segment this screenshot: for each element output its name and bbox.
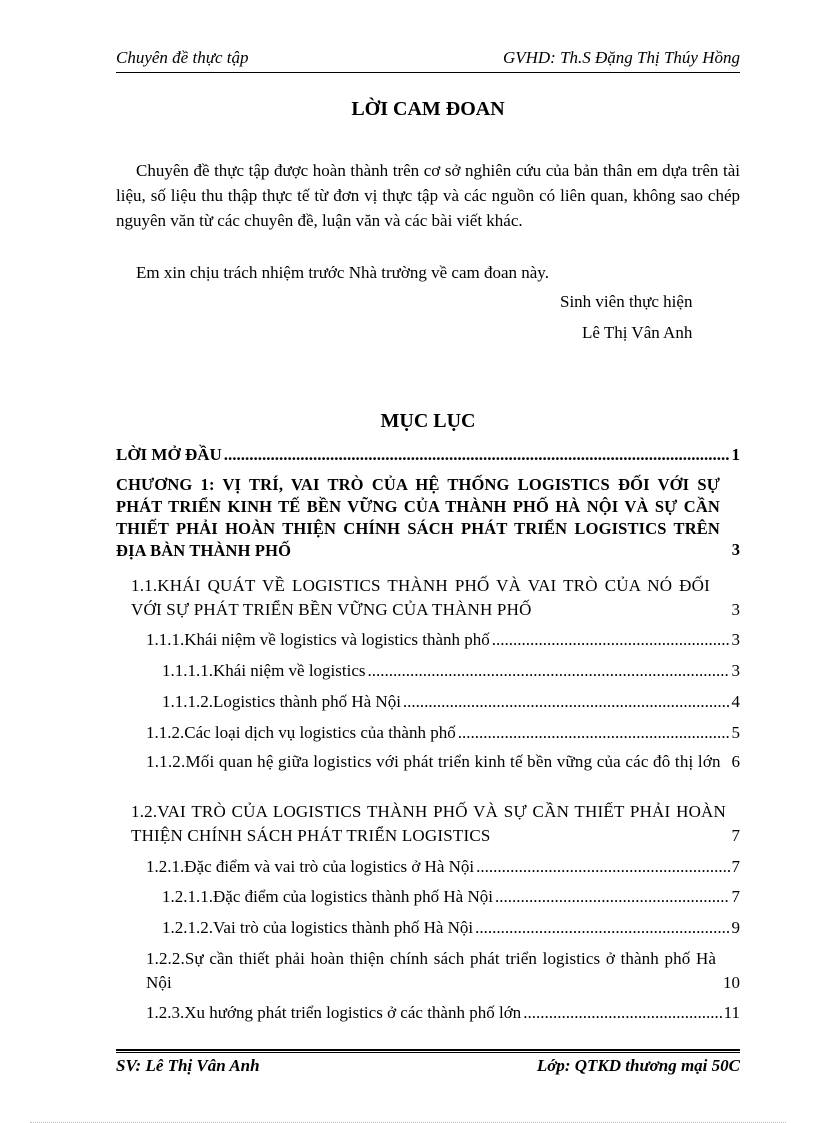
toc-entry-page: 10 xyxy=(723,973,740,992)
toc-entry-text: CHƯƠNG 1: VỊ TRÍ, VAI TRÒ CỦA HỆ THỐNG LOGISTICS ĐỐI VỚI SỰ PHÁT TRIỂN KINH TẾ BỀN VỮNG CỦA THÀNH PHỐ HÀ NỘI VÀ SỰ CẦN THIẾT PHẢI HOÀN THIỆN CHÍNH SÁCH PHÁT TRIỂN LOGISTICS TRÊN ĐỊA BÀN THÀNH PHỐ xyxy=(116,475,720,560)
toc-entry-page: 6 xyxy=(731,752,740,771)
signer-name: Lê Thị Vân Anh xyxy=(582,323,693,342)
toc-entry-page: 9 xyxy=(731,918,740,937)
toc-entry-text: 1.2.1.Đặc điểm và vai trò của logistics ở Hà Nội xyxy=(146,857,475,876)
toc-entry[interactable] xyxy=(162,885,740,909)
toc-entry[interactable] xyxy=(131,574,740,622)
footer-right: Lớp: QTKD thương mại 50C xyxy=(536,1056,740,1075)
page-footer xyxy=(116,1056,740,1076)
toc-entry-text: 1.2.3.Xu hướng phát triển logistics ở các thành phố lớn xyxy=(146,1003,522,1022)
toc-entry-text: LỜI MỞ ĐẦU xyxy=(116,445,222,464)
toc-entry-page: 3 xyxy=(731,661,740,680)
toc-entry-page: 7 xyxy=(731,887,740,906)
toc-entry[interactable] xyxy=(146,628,740,652)
toc-entry[interactable] xyxy=(162,659,740,683)
toc-entry[interactable] xyxy=(162,690,740,714)
page-header xyxy=(116,48,740,68)
toc-leader xyxy=(476,855,729,879)
toc-entry-text: 1.1.2.Mối quan hệ giữa logistics với phát triển kinh tế bền vững của các đô thị lớn xyxy=(146,752,721,771)
footer-rule xyxy=(116,1049,740,1051)
header-left: Chuyên đề thực tập xyxy=(116,48,249,67)
toc-entry-page: 7 xyxy=(731,857,740,876)
toc-entry-page: 3 xyxy=(731,630,740,649)
toc-leader xyxy=(492,628,730,652)
declaration-paragraph-1: Chuyên đề thực tập được hoàn thành trên cơ sở nghiên cứu của bản thân em dựa trên tài liệu, số liệu thu thập thực tế từ đơn vị thực tập và các nguồn có liên quan, không sao chép nguyên văn từ các chuyên đề, luận văn và các bài viết khác. xyxy=(116,161,740,230)
toc-entry-text: 1.1.2.Các loại dịch vụ logistics của thành phố xyxy=(146,723,456,742)
toc-entry-page: 3 xyxy=(731,600,740,619)
toc-entry-text: 1.2.1.1.Đặc điểm của logistics thành phố Hà Nội xyxy=(162,887,493,906)
toc-leader xyxy=(224,443,730,467)
toc-entry-text: 1.1.KHÁI QUÁT VỀ LOGISTICS THÀNH PHỐ VÀ VAI TRÒ CỦA NÓ ĐỐI VỚI SỰ PHÁT TRIỂN BỀN VỮNG CỦA THÀNH PHỐ xyxy=(131,576,710,619)
header-rule xyxy=(116,72,740,73)
toc-entry-page: 4 xyxy=(731,692,740,711)
header-right: GVHD: Th.S Đặng Thị Thúy Hồng xyxy=(502,48,740,67)
toc-entry[interactable] xyxy=(146,749,740,775)
footer-rule-thin xyxy=(116,1052,740,1053)
declaration-paragraph-2: Em xin chịu trách nhiệm trước Nhà trường về cam đoan này. xyxy=(136,263,549,282)
signer-role: Sinh viên thực hiện xyxy=(560,292,693,311)
toc-entry-page: 11 xyxy=(723,1003,740,1022)
toc-entry-text: 1.1.1.1.Khái niệm về logistics xyxy=(162,661,366,680)
toc-entry-page: 7 xyxy=(731,826,740,845)
toc-leader xyxy=(458,721,730,745)
toc-entry-text: 1.2.VAI TRÒ CỦA LOGISTICS THÀNH PHỐ VÀ SỰ CẦN THIẾT PHẢI HOÀN THIỆN CHÍNH SÁCH PHÁT TRIỂN LOGISTICS xyxy=(131,802,726,845)
toc-entry-text: 1.2.2.Sự cần thiết phải hoàn thiện chính sách phát triển logistics ở thành phố Hà Nội xyxy=(146,949,716,992)
toc-entry[interactable] xyxy=(116,474,740,562)
toc-leader xyxy=(368,659,730,683)
toc-entry[interactable] xyxy=(116,443,740,467)
toc-entry-page: 5 xyxy=(731,723,740,742)
toc-entry-text: 1.2.1.2.Vai trò của logistics thành phố Hà Nội xyxy=(162,918,474,937)
toc-title: MỤC LỤC xyxy=(380,410,476,432)
toc-entry[interactable] xyxy=(131,800,740,848)
toc-entry[interactable] xyxy=(146,721,740,745)
toc-entry-text: 1.1.1.Khái niệm về logistics và logistics thành phố xyxy=(146,630,490,649)
toc-entry-page: 3 xyxy=(731,540,740,559)
toc-leader xyxy=(403,690,730,714)
toc-entry-text: 1.1.1.2.Logistics thành phố Hà Nội xyxy=(162,692,401,711)
toc-leader xyxy=(495,885,730,909)
toc-entry[interactable] xyxy=(146,855,740,879)
toc-entry[interactable] xyxy=(146,1001,740,1025)
toc-entry-page: 1 xyxy=(731,445,740,464)
toc-leader xyxy=(475,916,729,940)
toc-entry[interactable] xyxy=(146,947,740,995)
toc-entry[interactable] xyxy=(162,916,740,940)
declaration-title: LỜI CAM ĐOAN xyxy=(351,98,505,120)
footer-left: SV: Lê Thị Vân Anh xyxy=(116,1056,260,1075)
toc-leader xyxy=(523,1001,721,1025)
